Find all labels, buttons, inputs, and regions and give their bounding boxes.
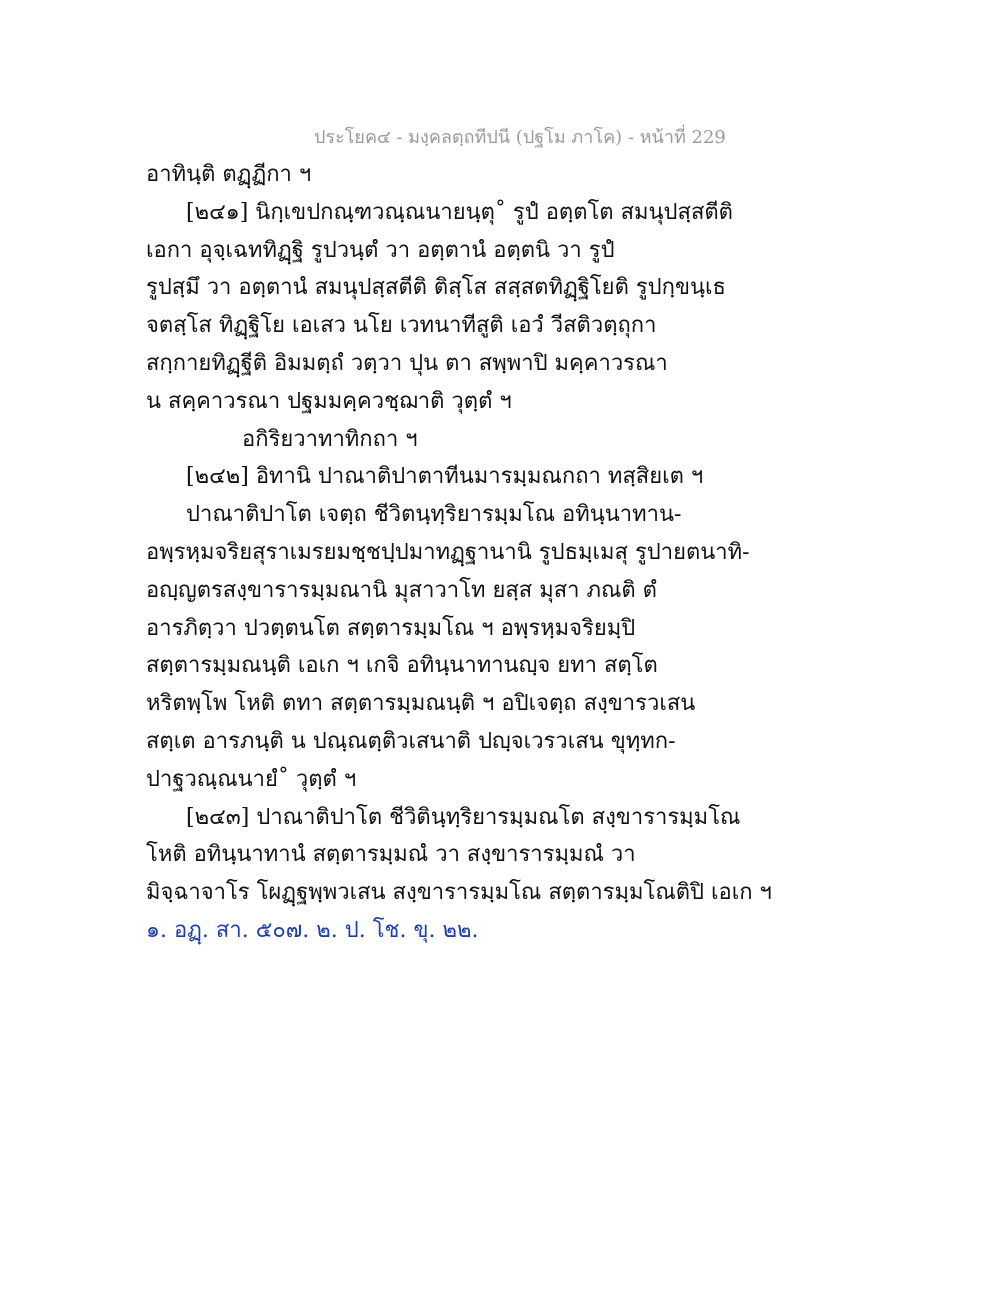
paragraph-242-line: [๒๔๒] อิทานิ ปาณาติปาตาทีนมารมฺมณกถา ทสฺสิยเต ฯ [186, 464, 704, 490]
footnote: ๑. อฏฺ. สา. ๕๐๗. ๒. ป. โช. ขุ. ๒๒. [146, 917, 479, 943]
paragraph-243-line: [๒๔๓] ปาณาติปาโต ชีวิตินฺทฺริยารมฺมณโต สงฺขารารมฺมโณ [186, 804, 741, 830]
text-line: สตฺตารมฺมณนฺติ เอเก ฯ เกจิ อทินฺนาทานญฺจ ยทา สตฺโต [146, 653, 658, 679]
body-text [146, 156, 772, 950]
text-line: น สคฺคาวรณา ปฐมมคฺควชฺฌาติ วุตฺตํ ฯ [146, 388, 512, 414]
text-line: หริตพฺโพ โหติ ตทา สตฺตารมฺมณนฺติ ฯ อปิเจตฺถ สงฺขารวเสน [146, 691, 696, 717]
text-line: อารภิตฺวา ปวตฺตนโต สตฺตารมฺมโณ ฯ อพฺรหฺมจริยมฺปิ [146, 615, 636, 641]
text-line: จตสฺโส ทิฏฺฐิโย เอเสว นโย เวทนาทีสูติ เอวํ วีสติวตฺถุกา [146, 313, 657, 339]
running-header: ประโยค๔ - มงฺคลตฺถทีปนี (ปฐโม ภาโค) - หน้าที่ 229 [314, 127, 726, 148]
text-line: โหติ อทินฺนาทานํ สตฺตารมฺมณํ วา สงฺขารารมฺมณํ วา [146, 842, 636, 868]
text-line: สกฺกายทิฏฺฐีติ อิมมตฺถํ วตฺวา ปุน ตา สพฺพาปิ มคฺคาวรณา [146, 350, 668, 376]
paragraph-241-line: [๒๔๑] นิกฺเขปกณฺฑวณฺณนายนฺตุ˚ รูปํ อตฺตโต สมนุปสฺสตีติ [186, 199, 733, 225]
text-line: เอกา อุจฺเฉททิฏฺฐิ รูปวนฺตํ วา อตฺตานํ อตฺตนิ วา รูปํ [146, 237, 615, 263]
text-line: สตฺเต อารภนฺติ น ปณฺณตฺติวเสนาติ ปญฺจเวรวเสน ขุทฺทก- [146, 728, 676, 754]
text-line: อญฺญตรสงฺขารารมฺมณานิ มุสาวาโท ยสฺส มุสา ภณติ ตํ [146, 577, 657, 603]
text-line: มิจฺฉาจาโร โผฏฺฐพฺพวเสน สงฺขารารมฺมโณ สตฺตารมฺมโณติปิ เอเก ฯ [146, 880, 772, 906]
section-heading: อกิริยวาทาทิกถา ฯ [242, 426, 418, 452]
text-line: ปาณาติปาโต เจตฺถ ชีวิตนฺทฺริยารมฺมโณ อทินฺนาทาน- [186, 502, 682, 528]
text-line: รูปสฺมึ วา อตฺตานํ สมนุปสฺสตีติ ติสฺโส สสฺสตทิฏฺฐิโยติ รูปกฺขนฺเธ [146, 275, 726, 301]
text-line: อพฺรหฺมจริยสุราเมรยมชฺชปฺปมาทฏฺฐานานิ รูปธมฺเมสุ รูปายตนาทิ- [146, 539, 750, 565]
text-line: อาทินฺติ ตฏฺฏีกา ฯ [146, 162, 312, 187]
text-line: ปาฐวณฺณนายํ˚ วุตฺตํ ฯ [146, 766, 357, 792]
